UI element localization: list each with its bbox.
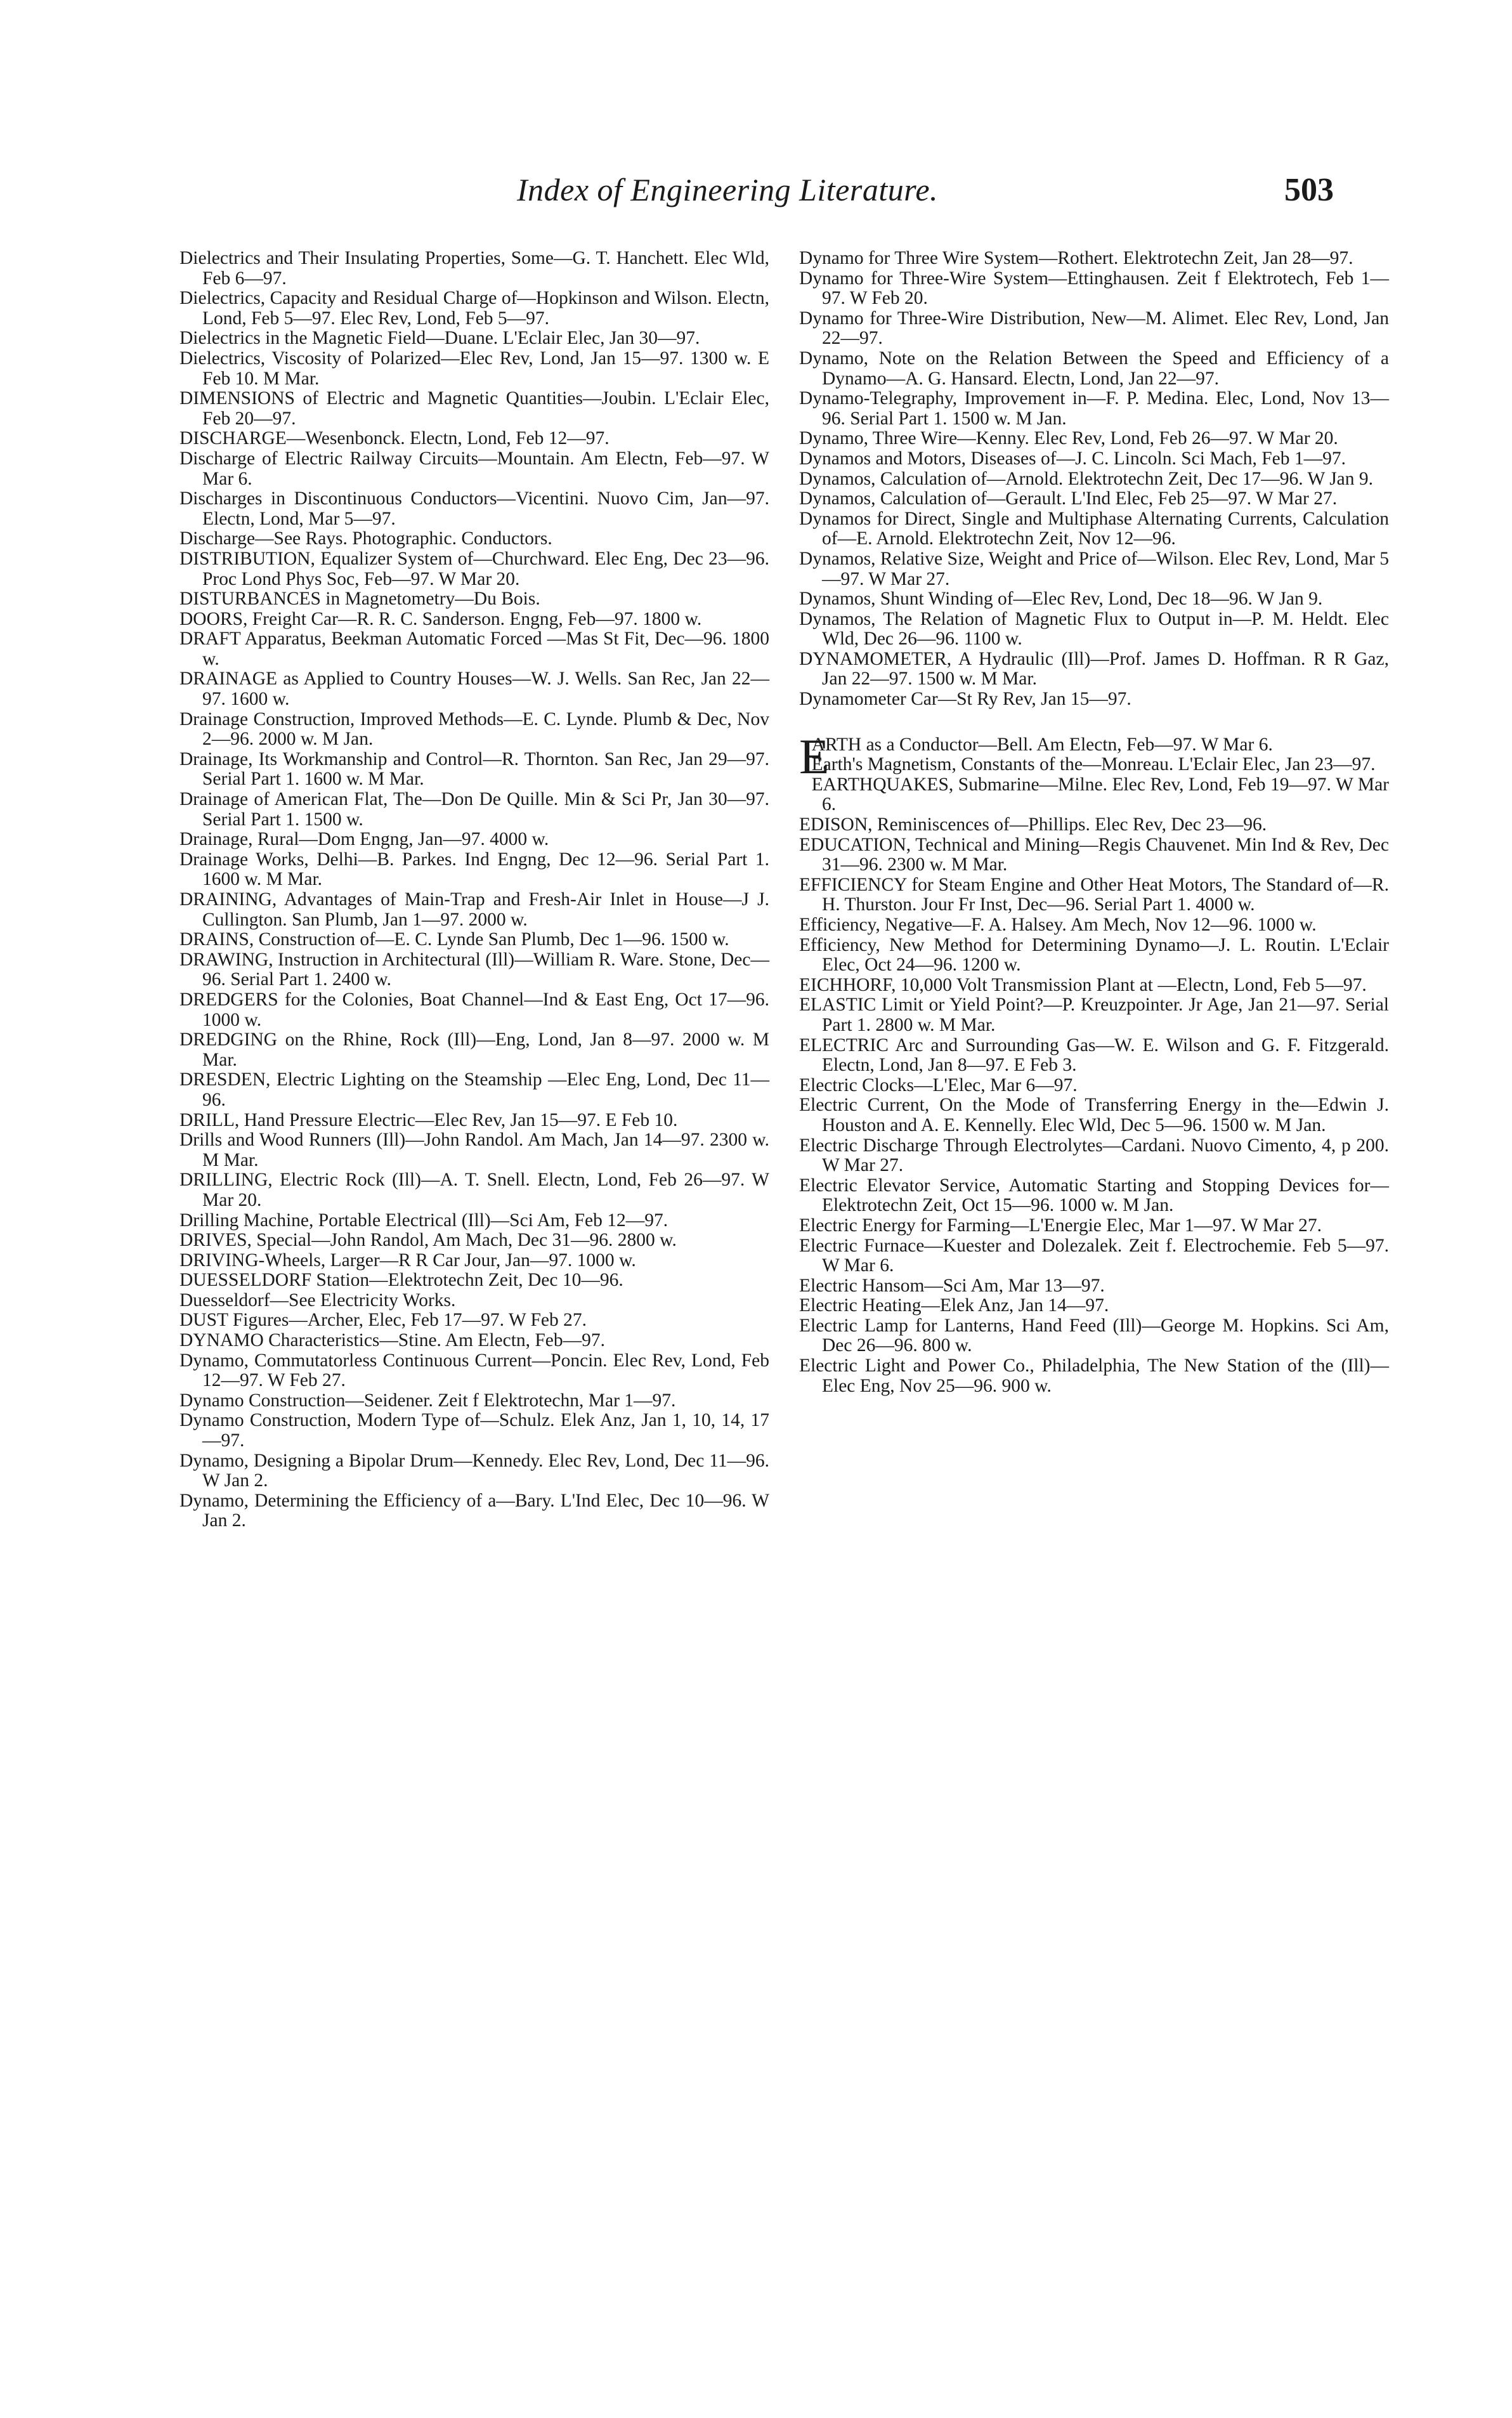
index-entry: Dynamos, Relative Size, Weight and Price of—Wilson. Elec Rev, Lond, Mar 5—97. W Mar 27. xyxy=(799,548,1389,589)
index-entry: Drainage Construction, Improved Methods—E. C. Lynde. Plumb & Dec, Nov 2—96. 2000 w. M Jan. xyxy=(179,709,769,750)
page-header xyxy=(0,171,1512,222)
index-entry: Dielectrics, Viscosity of Polarized—Elec Rev, Lond, Jan 15—97. 1300 w. E Feb 10. M Mar. xyxy=(179,348,769,389)
dropcap-letter: E xyxy=(799,728,830,784)
index-entry: Discharge of Electric Railway Circuits—Mountain. Am Electn, Feb—97. W Mar 6. xyxy=(179,448,769,489)
index-entry: Electric Discharge Through Electrolytes—Cardani. Nuovo Cimento, 4, p 200. W Mar 27. xyxy=(799,1135,1389,1176)
index-entry: Dynamometer Car—St Ry Rev, Jan 15—97. xyxy=(799,689,1131,710)
index-entry: DRAINAGE as Applied to Country Houses—W. J. Wells. San Rec, Jan 22—97. 1600 w. xyxy=(179,669,769,710)
index-entry: DRAWING, Instruction in Architectural (Ill)—William R. Ware. Stone, Dec—96. Serial Part 1. 2400 w. xyxy=(179,949,769,990)
index-entry: Dynamos, Calculation of—Gerault. L'Ind Elec, Feb 25—97. W Mar 27. xyxy=(799,488,1338,509)
index-entry: DYNAMOMETER, A Hydraulic (Ill)—Prof. James D. Hoffman. R R Gaz, Jan 22—97. 1500 w. M Mar. xyxy=(799,648,1389,689)
index-entry: DYNAMO Characteristics—Stine. Am Electn, Feb—97. xyxy=(179,1330,606,1351)
index-entry: Electric Clocks—L'Elec, Mar 6—97. xyxy=(799,1075,1078,1095)
index-entry: Drainage of American Flat, The—Don De Quille. Min & Sci Pr, Jan 30—97. Serial Part 1. 1500 w. xyxy=(179,789,769,830)
index-entry: Dynamo for Three-Wire System—Ettinghausen. Zeit f Elektrotech, Feb 1—97. W Feb 20. xyxy=(799,268,1389,309)
index-entry: DREDGING on the Rhine, Rock (Ill)—Eng, Lond, Jan 8—97. 2000 w. M Mar. xyxy=(179,1029,769,1070)
index-entry: Electric Energy for Farming—L'Energie Elec, Mar 1—97. W Mar 27. xyxy=(799,1215,1322,1236)
index-entry: DRIVES, Special—John Randol, Am Mach, Dec 31—96. 2800 w. xyxy=(179,1230,677,1251)
right-column xyxy=(799,249,1389,1396)
index-entry: Duesseldorf—See Electricity Works. xyxy=(179,1290,456,1310)
index-entry: DIMENSIONS of Electric and Magnetic Quantities—Joubin. L'Eclair Elec, Feb 20—97. xyxy=(179,388,769,429)
index-entry: Discharge—See Rays. Photographic. Conductors. xyxy=(179,528,552,549)
index-entry: Electric Light and Power Co., Philadelphia, The New Station of the (Ill)—Elec Eng, Nov 25—96. 900 w. xyxy=(799,1356,1389,1396)
index-entry: DREDGERS for the Colonies, Boat Channel—Ind & East Eng, Oct 17—96. 1000 w. xyxy=(179,989,769,1030)
index-entry: Drills and Wood Runners (Ill)—John Randol. Am Mach, Jan 14—97. 2300 w. M Mar. xyxy=(179,1130,769,1170)
index-entry: DRAFT Apparatus, Beekman Automatic Forced —Mas St Fit, Dec—96. 1800 w. xyxy=(179,629,769,669)
entry-text: ARTH as a Conductor—Bell. Am Electn, Feb—97. W Mar 6. xyxy=(811,734,1273,755)
d-entries xyxy=(799,249,1389,710)
index-entry: Efficiency, New Method for Determining Dynamo—J. L. Routin. L'Eclair Elec, Oct 24—96. 1200 w. xyxy=(799,934,1389,976)
left-column xyxy=(179,249,769,1531)
index-entry: Dynamo, Note on the Relation Between the Speed and Efficiency of a Dynamo—A. G. Hansard. Electn, Lond, Jan 22—97. xyxy=(799,348,1389,389)
index-entry: Electric Lamp for Lanterns, Hand Feed (Ill)—George M. Hopkins. Sci Am, Dec 26—96. 800 w. xyxy=(799,1315,1389,1356)
index-entry: EFFICIENCY for Steam Engine and Other Heat Motors, The Standard of—R. H. Thurston. Jour Fr Inst, Dec—96. Serial Part 1. 4000 w. xyxy=(799,874,1389,915)
index-entry: Drainage, Rural—Dom Engng, Jan—97. 4000 w. xyxy=(179,829,549,850)
index-entry: DRILLING, Electric Rock (Ill)—A. T. Snell. Electn, Lond, Feb 26—97. W Mar 20. xyxy=(179,1170,769,1210)
index-entry: Drainage, Its Workmanship and Control—R. Thornton. San Rec, Jan 29—97. Serial Part 1. 1600 w. M Mar. xyxy=(179,748,769,790)
index-entry: DRAINS, Construction of—E. C. Lynde San Plumb, Dec 1—96. 1500 w. xyxy=(179,929,729,950)
index-entry: Electric Elevator Service, Automatic Starting and Stopping Devices for—Elektrotechn Zeit, Oct 15—96. 1000 w. M Jan. xyxy=(799,1175,1389,1216)
index-entry: Dynamo for Three-Wire Distribution, New—M. Alimet. Elec Rev, Lond, Jan 22—97. xyxy=(799,308,1389,349)
index-entry: Electric Hansom—Sci Am, Mar 13—97. xyxy=(799,1275,1105,1296)
index-entry: EDUCATION, Technical and Mining—Regis Chauvenet. Min Ind & Rev, Dec 31—96. 2300 w. M Mar. xyxy=(799,834,1389,875)
index-entry: Earth's Magnetism, Constants of the—Monreau. L'Eclair Elec, Jan 23—97. xyxy=(811,754,1376,775)
index-entry: EARTHQUAKES, Submarine—Milne. Elec Rev, Lond, Feb 19—97. W Mar 6. xyxy=(811,774,1389,815)
page-number: 503 xyxy=(1284,172,1334,208)
index-entry: Electric Heating—Elek Anz, Jan 14—97. xyxy=(799,1295,1109,1316)
index-entry: Drainage Works, Delhi—B. Parkes. Ind Engng, Dec 12—96. Serial Part 1. 1600 w. M Mar. xyxy=(179,849,769,890)
index-entry: ELECTRIC Arc and Surrounding Gas—W. E. Wilson and G. F. Fitzgerald. Electn, Lond, Jan 8—97. E Feb 3. xyxy=(799,1035,1389,1076)
running-title: Index of Engineering Literature. xyxy=(517,172,939,207)
index-entry: Dielectrics and Their Insulating Properties, Some—G. T. Hanchett. Elec Wld, Feb 6—97. xyxy=(179,248,769,289)
index-entry: Dynamos, Shunt Winding of—Elec Rev, Lond, Dec 18—96. W Jan 9. xyxy=(799,589,1323,610)
index-entry: EICHHORF, 10,000 Volt Transmission Plant at —Electn, Lond, Feb 5—97. xyxy=(799,974,1367,995)
index-entry: Dynamo, Three Wire—Kenny. Elec Rev, Lond, Feb 26—97. W Mar 20. xyxy=(799,428,1338,449)
index-entry: Dynamo, Commutatorless Continuous Current—Poncin. Elec Rev, Lond, Feb 12—97. W Feb 27. xyxy=(179,1350,769,1391)
index-entry: DUST Figures—Archer, Elec, Feb 17—97. W Feb 27. xyxy=(179,1310,587,1331)
section-gap xyxy=(799,710,1389,735)
index-entry: Dynamo Construction, Modern Type of—Schulz. Elek Anz, Jan 1, 10, 14, 17—97. xyxy=(179,1410,769,1451)
index-entry: Drilling Machine, Portable Electrical (Ill)—Sci Am, Feb 12—97. xyxy=(179,1210,668,1231)
index-entry: Discharges in Discontinuous Conductors—Vicentini. Nuovo Cim, Jan—97. Electn, Lond, Mar 5—97. xyxy=(179,488,769,529)
index-entry: DRILL, Hand Pressure Electric—Elec Rev, Jan 15—97. E Feb 10. xyxy=(179,1109,678,1130)
index-entry: DRIVING-Wheels, Larger—R R Car Jour, Jan—97. 1000 w. xyxy=(179,1250,636,1271)
index-entry: Efficiency, Negative—F. A. Halsey. Am Mech, Nov 12—96. 1000 w. xyxy=(799,915,1317,935)
index-entry: DISTURBANCES in Magnetometry—Du Bois. xyxy=(179,589,540,610)
index-entry: DISCHARGE—Wesenbonck. Electn, Lond, Feb 12—97. xyxy=(179,428,609,449)
index-entry: DRESDEN, Electric Lighting on the Steamship —Elec Eng, Lond, Dec 11—96. xyxy=(179,1069,769,1110)
index-entry: DOORS, Freight Car—R. R. C. Sanderson. Engng, Feb—97. 1800 w. xyxy=(179,608,702,629)
index-entry: Dielectrics in the Magnetic Field—Duane. L'Eclair Elec, Jan 30—97. xyxy=(179,328,700,349)
index-entry: EDISON, Reminiscences of—Phillips. Elec Rev, Dec 23—96. xyxy=(799,814,1267,835)
index-entry: Dynamo, Determining the Efficiency of a—Bary. L'Ind Elec, Dec 10—96. W Jan 2. xyxy=(179,1490,769,1531)
index-entry: DUESSELDORF Station—Elektrotechn Zeit, Dec 10—96. xyxy=(179,1270,623,1291)
index-entry: ELASTIC Limit or Yield Point?—P. Kreuzpointer. Jr Age, Jan 21—97. Serial Part 1. 2800 w. M Mar. xyxy=(799,995,1389,1035)
index-entry: Dynamos for Direct, Single and Multiphase Alternating Currents, Calculation of—E. Arnold. Elektrotechn Zeit, Nov 12—96. xyxy=(799,508,1389,549)
index-entry: DRAINING, Advantages of Main-Trap and Fresh-Air Inlet in House—J J. Cullington. San Plumb, Jan 1—97. 2000 w. xyxy=(179,889,769,930)
index-entry: Dynamos, The Relation of Magnetic Flux to Output in—P. M. Heldt. Elec Wld, Dec 26—96. 1100 w. xyxy=(799,608,1389,650)
index-entry: Electric Current, On the Mode of Transferring Energy in the—Edwin J. Houston and A. E. Kennelly. Elec Wld, Dec 5—96. 1500 w. M Jan. xyxy=(799,1095,1389,1135)
index-entry: Dynamo Construction—Seidener. Zeit f Elektrotechn, Mar 1—97. xyxy=(179,1390,676,1411)
index-entry: Dynamos, Calculation of—Arnold. Elektrotechn Zeit, Dec 17—96. W Jan 9. xyxy=(799,468,1374,489)
index-entry: Dynamo, Designing a Bipolar Drum—Kennedy. Elec Rev, Lond, Dec 11—96. W Jan 2. xyxy=(179,1450,769,1491)
index-entry: Dynamo-Telegraphy, Improvement in—F. P. Medina. Elec, Lond, Nov 13—96. Serial Part 1. 1500 w. M Jan. xyxy=(799,388,1389,429)
index-entry: DISTRIBUTION, Equalizer System of—Churchward. Elec Eng, Dec 23—96. Proc Lond Phys Soc, Feb—97. W Mar 20. xyxy=(179,548,769,589)
index-entry: Dynamo for Three Wire System—Rothert. Elektrotechn Zeit, Jan 28—97. xyxy=(799,248,1353,268)
index-entry: Dynamos and Motors, Diseases of—J. C. Lincoln. Sci Mach, Feb 1—97. xyxy=(799,448,1346,469)
index-entry: Electric Furnace—Kuester and Dolezalek. Zeit f. Electrochemie. Feb 5—97. W Mar 6. xyxy=(799,1235,1389,1276)
e-entries xyxy=(799,755,1389,1396)
index-entry: Dielectrics, Capacity and Residual Charge of—Hopkinson and Wilson. Electn, Lond, Feb 5—97. Elec Rev, Lond, Feb 5—97. xyxy=(179,288,769,329)
